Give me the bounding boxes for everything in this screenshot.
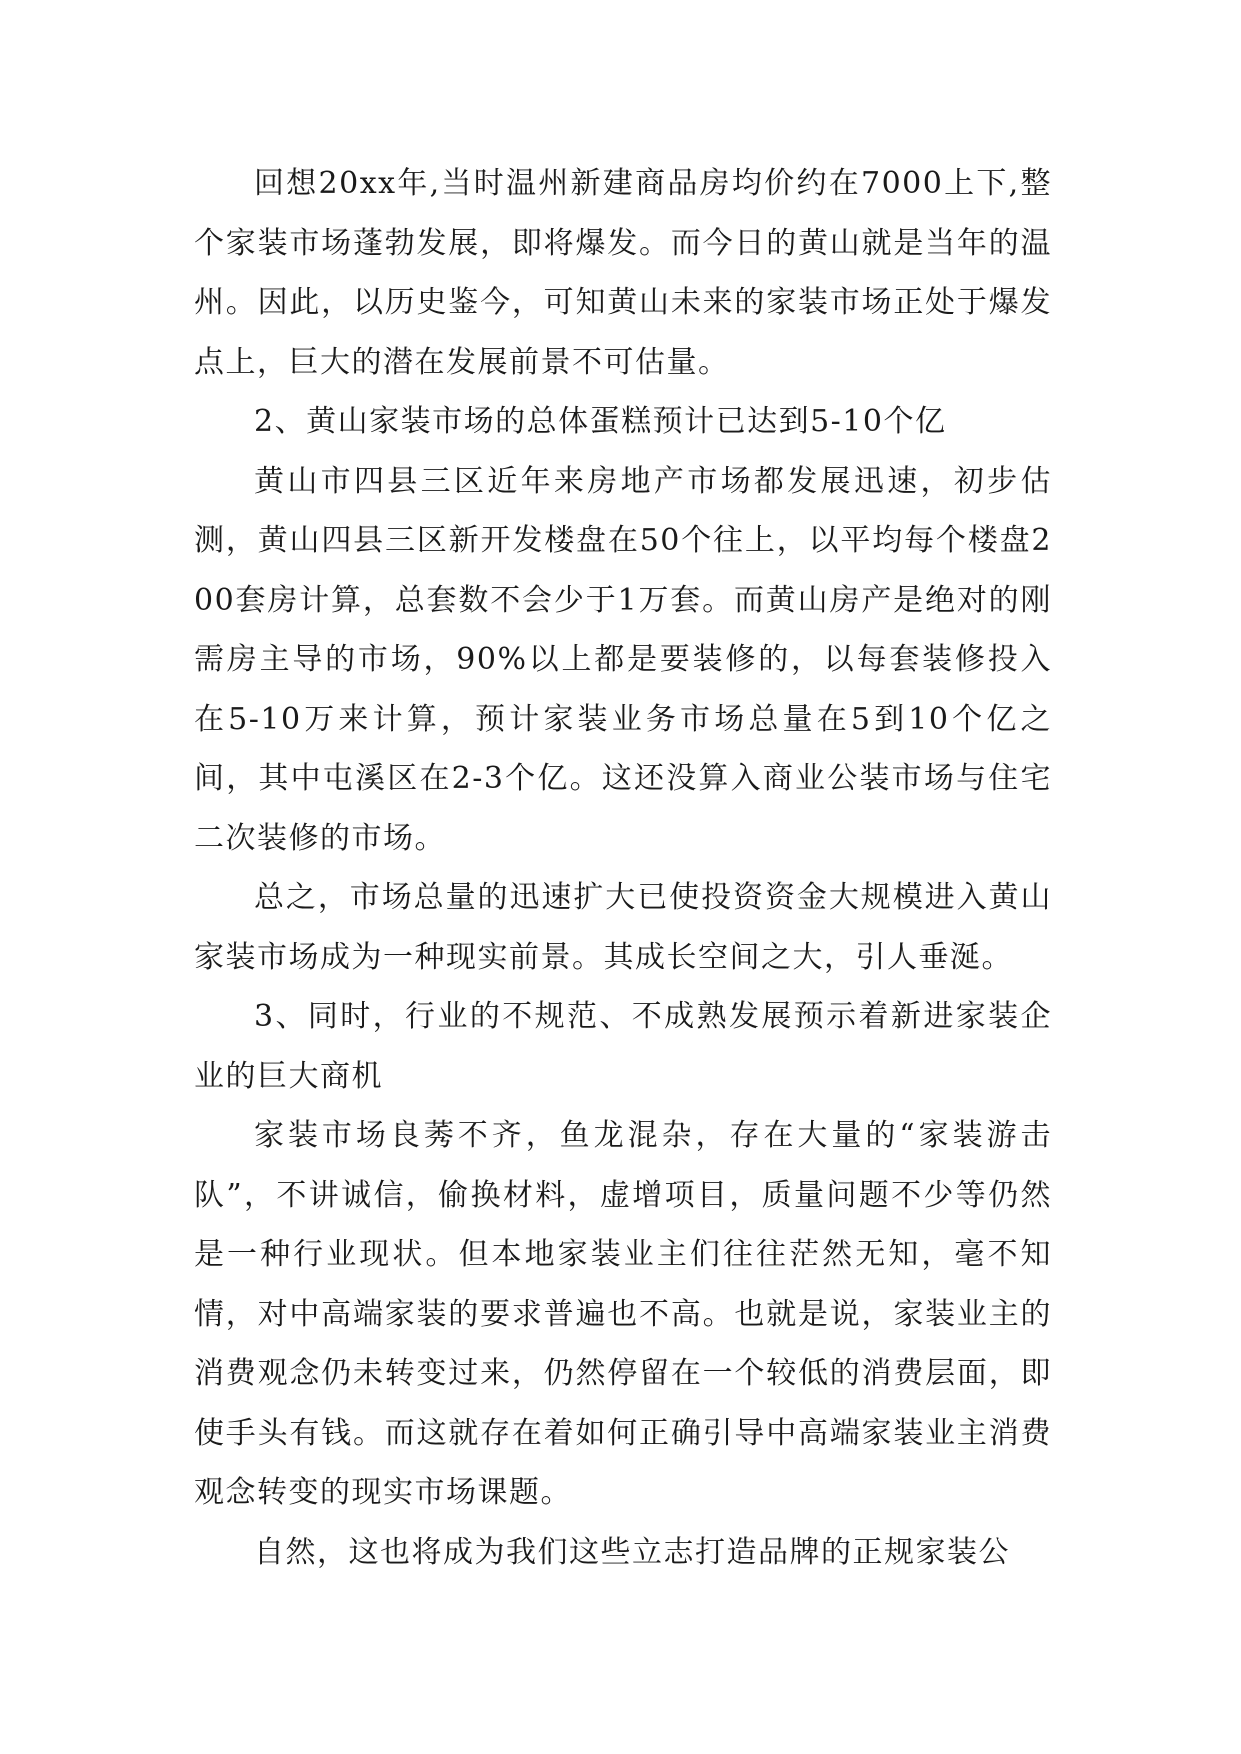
- paragraph-market-estimate: 黄山市四县三区近年来房地产市场都发展迅速，初步估测，黄山四县三区新开发楼盘在50个往上，以平均每个楼盘200套房计算，总套数不会少于1万套。而黄山房产是绝对的刚需房主导的市场，90%以上都是要装修的，以每套装修投入在5-10万来计算，预计家装业务市场总量在5到10个亿之间，其中屯溪区在2-3个亿。这还没算入商业公装市场与住宅二次装修的市场。: [194, 463, 1052, 856]
- paragraph-summary: 总之，市场总量的迅速扩大已使投资资金大规模进入黄山家装市场成为一种现实前景。其成长空间之大，引人垂涎。: [194, 880, 1052, 975]
- paragraph-conclusion: 自然，这也将成为我们这些立志打造品牌的正规家装公: [254, 1534, 1010, 1570]
- heading-market-size: 2、黄山家装市场的总体蛋糕预计已达到5-10个亿: [254, 404, 947, 439]
- heading-business-opportunity: 3、同时，行业的不规范、不成熟发展预示着新进家装企业的巨大商机: [194, 999, 1052, 1094]
- paragraph-industry-status: 家装市场良莠不齐，鱼龙混杂，存在大量的“家装游击队”，不讲诚信，偷换材料，虚增项目，质量问题不少等仍然是一种行业现状。但本地家装业主们往往茫然无知，毫不知情，对中高端家装的要求普遍也不高。也就是说，家装业主的消费观念仍未转变过来，仍然停留在一个较低的消费层面，即使手头有钱。而这就存在着如何正确引导中高端家装业主消费观念转变的现实市场课题。: [194, 1118, 1052, 1510]
- document-body: [194, 154, 1052, 1582]
- paragraph-wenzhou-history: 回想20xx年,当时温州新建商品房均价约在7000上下,整个家装市场蓬勃发展，即将爆发。而今日的黄山就是当年的温州。因此，以历史鉴今，可知黄山未来的家装市场正处于爆发点上，巨大的潜在发展前景不可估量。: [194, 166, 1052, 380]
